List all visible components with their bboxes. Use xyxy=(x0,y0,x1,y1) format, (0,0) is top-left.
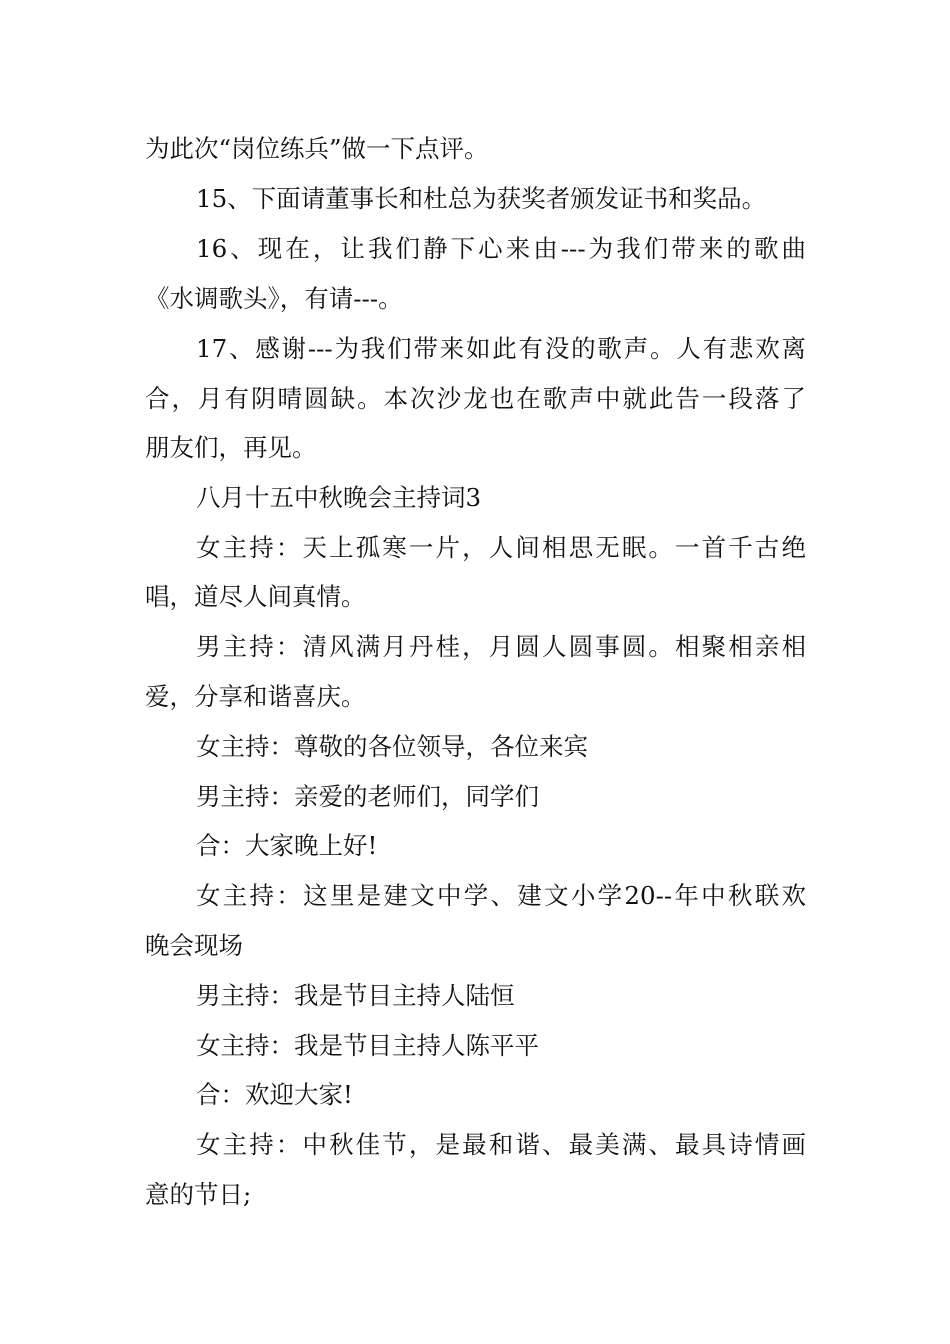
text-line: 17、感谢---为我们带来如此有没的歌声。人有悲欢离 xyxy=(196,334,806,363)
text-line: 男主持：我是节目主持人陆恒 xyxy=(196,981,515,1010)
text-line: 15、下面请董事长和杜总为获奖者颁发证书和奖品。 xyxy=(196,184,767,213)
text-line: 16、现在，让我们静下心来由---为我们带来的歌曲 xyxy=(196,234,806,263)
text-line: 女主持：我是节目主持人陈平平 xyxy=(196,1031,539,1060)
text-line: 女主持：这里是建文中学、建文小学20--年中秋联欢 xyxy=(196,881,806,910)
text-line: 唱，道尽人间真情。 xyxy=(145,582,366,611)
text-line: 爱，分享和谐喜庆。 xyxy=(145,682,366,711)
text-line: 合：欢迎大家! xyxy=(196,1080,353,1109)
text-line: 《水调歌头》，有请---。 xyxy=(145,284,403,313)
text-line: 晚会现场 xyxy=(145,931,243,960)
text-line: 合：大家晚上好! xyxy=(196,831,378,860)
text-line: 意的节日; xyxy=(145,1180,252,1209)
text-line: 女主持：天上孤寒一片，人间相思无眠。一首千古绝 xyxy=(196,533,806,562)
text-line: 男主持：清风满月丹桂，月圆人圆事圆。相聚相亲相 xyxy=(196,632,806,661)
text-line: 朋友们，再见。 xyxy=(145,433,317,462)
text-line: 为此次“岗位练兵”做一下点评。 xyxy=(145,134,489,163)
text-line: 女主持：中秋佳节，是最和谐、最美满、最具诗情画 xyxy=(196,1130,806,1159)
text-line: 合，月有阴晴圆缺。本次沙龙也在歌声中就此告一段落了 xyxy=(145,384,806,413)
text-line: 女主持：尊敬的各位领导，各位来宾 xyxy=(196,732,588,761)
text-line: 男主持：亲爱的老师们，同学们 xyxy=(196,782,539,811)
section-heading: 八月十五中秋晚会主持词3 xyxy=(196,483,482,512)
